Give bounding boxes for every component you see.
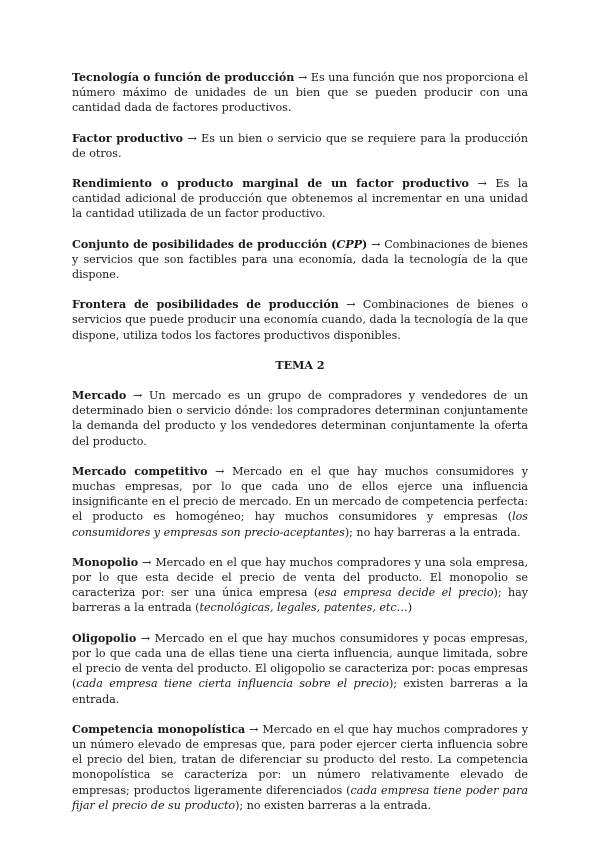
arrow: → [294,71,311,84]
term: Mercado competitivo [72,464,208,478]
definition-text: Es la cantidad adicional de producción que obtenemos al incrementar en una unidad la cantidad utilizada de un factor productivo. [72,177,529,221]
definition-rendimiento [72,176,528,222]
definition-tecnologia [72,70,528,116]
arrow: → [468,177,496,191]
term: Mercado [72,389,127,403]
term: Monopolio [72,555,139,569]
definition-text: ); existen barreras a la entrada. [72,677,528,706]
term: Factor productivo [72,131,184,145]
term: Frontera de posibilidades de producción [72,298,339,312]
arrow: → [136,631,155,645]
definition-text: Es una función que nos proporciona el número máximo de unidades de un bien que se pueden producir con una cantidad dada de factores productivos. [72,71,528,115]
definition-text: Mercado en el que hay muchos consumidores y pocas empresas, por lo que cada una de ellas tiene una cierta influencia, aunque limitada, sobre el precio de venta del producto. El oligopolio se caracteriza por: pocas empresas ( [72,631,528,691]
definition-text: Combinaciones de bienes y servicios que son factibles para una economía, dada la tecnología de la que dispone. [72,237,528,282]
definition-text: Mercado en el que hay muchos compradores y una sola empresa, por lo que esta decide el precio de venta del producto. El monopolio se caracteriza por: ser una única empresa ( [72,555,528,600]
definition-competencia-monopolistica [72,722,528,813]
definition-text: Es un bien o servicio que se requiere para la producción de otros. [72,131,528,160]
document-page [72,70,528,828]
definition-mercado-competitivo [72,464,528,540]
definition-text: ); no existen barreras a la entrada. [235,798,431,812]
term: Oligopolio [72,631,137,645]
arrow: → [207,464,233,478]
definition-factor-productivo [72,131,528,161]
arrow: → [138,555,156,569]
definition-italic: tecnológicas, legales, patentes, etc… [199,601,408,615]
definition-text: Combinaciones de bienes o servicios que puede producir una economía cuando, dada la tecnología de la que dispone, utiliza todos los factores productivos disponibles. [72,298,528,342]
term: Tecnología o función de producción [72,71,295,84]
term [72,238,367,251]
definition-monopolio [72,555,528,616]
term: Competencia monopolística [72,722,246,736]
definition-text: Mercado en el que hay muchos consumidores y muchas empresas, por lo que cada uno de ellos ejerce una influencia insignificante en el precio de mercado. En un mercado de competencia perfecta: el producto es homogéneo; hay muchos consumidores y empresas ( [72,464,528,524]
definition-italic: cada empresa tiene poder para fijar el precio de su producto [72,783,528,812]
arrow: → [245,722,263,736]
definition-text: ) [407,601,413,615]
definition-text: Mercado en el que hay muchos compradores y un número elevado de empresas que, para poder ejercer cierta influencia sobre el precio del bien, tratan de diferenciar su producto del resto. La competencia monopolística se caracteriza por: un número relativamente elevado de empresas; productos ligeramente diferenciados ( [72,722,528,797]
definition-italic: esa empresa decide el precio [318,586,494,600]
arrow: → [338,298,363,312]
section-heading: TEMA 2 [275,358,325,372]
arrow: → [126,389,149,403]
definition-text: ); no hay barreras a la entrada. [344,525,521,539]
definition-text: Un mercado es un grupo de compradores y vendedores de un determinado bien o servicio dónde: los compradores determinan conjuntamente la demanda del producto y los vendedores determinan conjuntamente la oferta del producto. [72,389,528,448]
definition-italic: los consumidores y empresas son precio-aceptantes [72,510,528,539]
definition-mercado [72,388,528,449]
definition-frontera [72,297,528,343]
term-part: ) [362,237,368,251]
term-part: Conjunto de posibilidades de producción ( [72,237,337,251]
definition-oligopolio [72,631,528,707]
arrow: → [367,237,385,251]
term-abbreviation: CPP [336,237,363,251]
definition-text: ); hay barreras a la entrada ( [72,586,528,615]
definition-cpp [72,237,528,283]
arrow: → [183,131,202,145]
term: Rendimiento o producto marginal de un factor productivo [72,177,469,191]
definition-italic: cada empresa tiene cierta influencia sobre el precio [76,677,389,691]
